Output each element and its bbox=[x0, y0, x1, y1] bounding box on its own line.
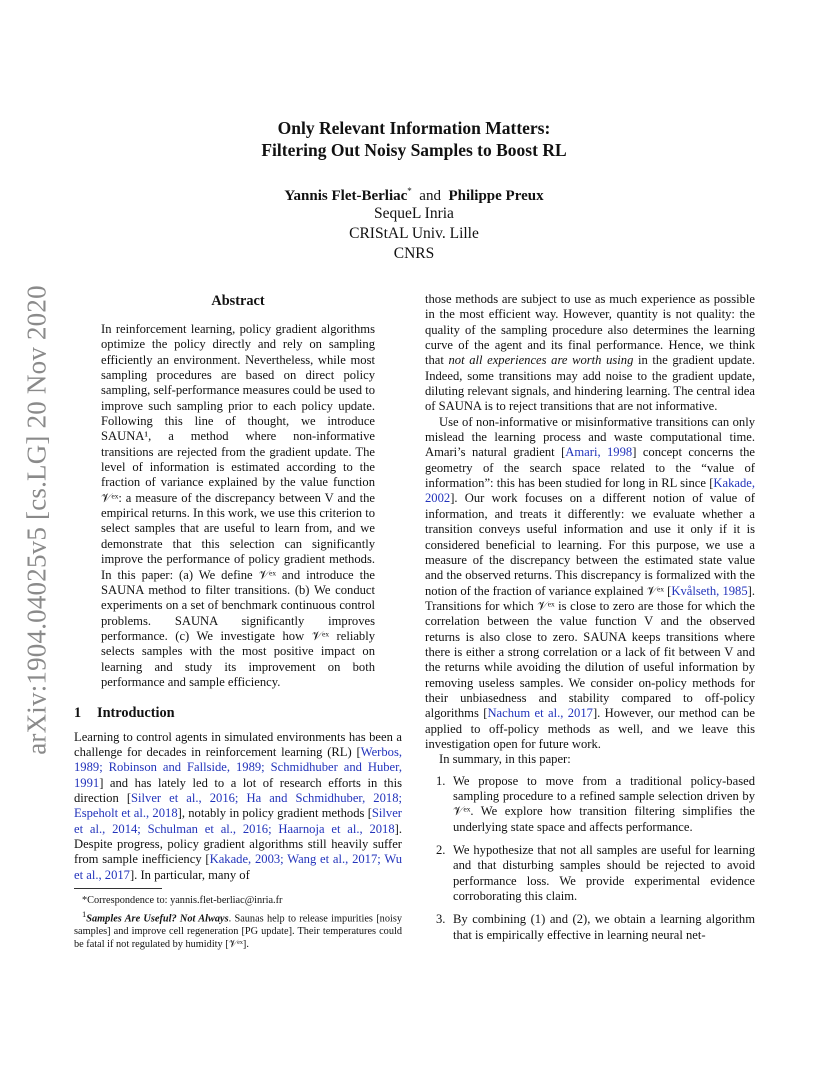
author-2: Philippe Preux bbox=[448, 188, 544, 204]
citation-link[interactable]: Kakade, 2003; Wang et al., 2017; Wu et al., 2017 bbox=[74, 852, 402, 882]
footnote-mark: 1 bbox=[82, 908, 87, 919]
title-line-1: Only Relevant Information Matters: bbox=[277, 118, 551, 138]
text-run: Learning to control agents in simulated environments has been a challenge for decades in reinforcement learning (RL) [ bbox=[74, 729, 402, 759]
citation-link[interactable]: Silver et al., 2016; Ha and Schmidhuber, 2018; Espeholt et al., 2018 bbox=[74, 790, 402, 821]
text-run: ]. Our work focuses on a different notion of value of information, and treats it differently: we evaluate whether a transition conveys useful information and use it only if it is considered beneficial to learning. For this purpose, we use a measure of the discrepancy between the estimated state value and the observed returns. This discrepancy is formalized with the notion of the fraction of variance explained 𝒱ᵉˣ [ bbox=[425, 491, 755, 598]
text-run: Use of non-informative or misinformative transitions can only mislead the learning process and waste computational time. Amari’s natural gradient [ bbox=[425, 414, 755, 460]
list-item bbox=[425, 774, 755, 835]
text-run: ]. In particular, many of bbox=[129, 867, 250, 882]
citation-link[interactable]: Amari, 1998 bbox=[565, 445, 633, 460]
right-column bbox=[425, 292, 755, 943]
contribution-list bbox=[425, 774, 755, 943]
authors-and: and bbox=[419, 188, 441, 204]
paper-title bbox=[150, 117, 678, 161]
text-run: ], notably in policy gradient methods [ bbox=[177, 806, 372, 821]
text-run: those methods are subject to use as much experience as possible in the most efficient way. However, quantity is not quality: the quality of the sampling procedure also determines the learning curve of the agent and its final performance. Hence, we think that bbox=[425, 292, 755, 368]
right-paragraph-2 bbox=[425, 415, 755, 753]
right-paragraph-3: In summary, in this paper: bbox=[439, 752, 571, 767]
author-1: Yannis Flet-Berliac bbox=[284, 188, 408, 204]
arxiv-id: arXiv:1904.04025v5 [cs.LG] 20 Nov 2020 bbox=[21, 285, 52, 755]
footnote-rule bbox=[74, 888, 162, 889]
text-run: ]. Despite progress, policy gradient algorithms still heavily suffer from sample inefficiency [ bbox=[74, 821, 402, 867]
list-item bbox=[425, 912, 755, 943]
list-text: We propose to move from a traditional policy-based sampling procedure to a refined sample selection driven by 𝒱ᵉˣ. We explore how transition filtering simplifies the underlying state space and affects performance. bbox=[453, 773, 755, 834]
text-run: in the gradient update. Indeed, some transitions may add noise to the gradient update, diluting relevant signals, and hindering learning. The central idea of SAUNA is to reject transitions that are not informative. bbox=[425, 353, 755, 414]
title-line-2: Filtering Out Noisy Samples to Boost RL bbox=[261, 140, 567, 160]
footnote-text: . Saunas help to release impurities [noisy samples] and improve cell regeneration [PG update]. Their temperatures could be fatal if not regulated by humidity [𝒱ᵉˣ]. bbox=[74, 913, 402, 950]
text-run: ] and has lately led to a lot of research efforts in this direction [ bbox=[74, 775, 402, 805]
citation-link[interactable]: Werbos, 1989; Robinson and Fallside, 1989; Schmidhuber and Huber, 1991 bbox=[74, 744, 402, 790]
right-paragraph-1 bbox=[425, 292, 755, 415]
author-1-mark: * bbox=[407, 186, 412, 196]
text-run: ]. Transitions for which 𝒱ᵉˣ is close to zero are those for which the correlation between the value function V and the observed returns is also close to zero. SAUNA keeps transitions where there is either a strong correlation or a lack of fit between V and the returns while avoiding the dilution of useful information by removing useless samples. We consider on-policy methods for their unbiasedness and stability compared to off-policy algorithms [ bbox=[425, 583, 755, 721]
footnotes bbox=[74, 888, 402, 952]
footnote-emphasis: Samples Are Useful? Not Always bbox=[86, 913, 229, 925]
affiliations bbox=[150, 204, 678, 264]
section-title: Introduction bbox=[97, 705, 175, 722]
affiliation-2: CRIStAL Univ. Lille bbox=[349, 225, 479, 242]
list-number: 3. bbox=[436, 912, 446, 927]
citation-link[interactable]: Nachum et al., 2017 bbox=[487, 706, 593, 721]
emphasis-text: not all experiences are worth using bbox=[448, 353, 634, 368]
abstract-heading: Abstract bbox=[211, 293, 265, 309]
list-number: 2. bbox=[436, 843, 446, 858]
footnote-sauna bbox=[74, 908, 402, 952]
citation-link[interactable]: Kakade, 2002 bbox=[425, 476, 755, 506]
affiliation-3: CNRS bbox=[393, 245, 435, 262]
citation-link[interactable]: Kvålseth, 1985 bbox=[671, 583, 748, 598]
intro-paragraph bbox=[74, 730, 402, 883]
left-column bbox=[74, 292, 402, 883]
authors bbox=[150, 181, 678, 206]
text-run: ]. However, our method can be applied to off-policy methods as well, and we leave this investigation open for future work. bbox=[425, 706, 755, 751]
list-number: 1. bbox=[436, 773, 446, 788]
text-run: ] concept concerns the geometry of the search space related to the “value of information”: this has been studied for long in RL since [ bbox=[425, 445, 755, 491]
list-text: We hypothesize that not all samples are useful for learning and that disturbing samples should be rejected to avoid performance loss. We provide experimental evidence corroborating this claim. bbox=[453, 843, 755, 904]
list-item bbox=[425, 843, 755, 904]
section-heading-introduction bbox=[74, 706, 402, 721]
abstract-text: In reinforcement learning, policy gradient algorithms optimize the policy directly and rely on sampling efficiently an environment. Nevertheless, while most sampling procedures are based on direct policy sampling, self-performance measures could be used to improve such sampling prior to each policy update. Following this line of thought, we introduce SAUNA¹, a method where non-informative transitions are rejected from the gradient update. The level of information is estimated according to the fraction of variance explained by the value function 𝒱ᵉˣ: a measure of the discrepancy between V and the empirical returns. In this work, we use this criterion to select samples that are useful to learn from, and we demonstrate that this selection can significantly improve the performance of policy gradient methods. In this paper: (a) We define 𝒱ᵉˣ and introduce the SAUNA method to filter transitions. (b) We conduct experiments on a set of benchmark continuous control problems. SAUNA significantly improves performance. (c) We investigate how 𝒱ᵉˣ reliably selects samples with the most positive impact on learning and study its improvement on both performance and sample efficiency. bbox=[101, 322, 375, 689]
arxiv-stamp bbox=[22, 280, 52, 760]
footnote-correspondence: *Correspondence to: yannis.flet-berliac@inria.fr bbox=[82, 895, 283, 906]
citation-link[interactable]: Silver et al., 2014; Schulman et al., 2016; Haarnoja et al., 2018 bbox=[74, 806, 402, 836]
list-text: By combining (1) and (2), we obtain a learning algorithm that is empirically effective in learning neural net- bbox=[453, 912, 755, 942]
section-number: 1 bbox=[74, 705, 82, 722]
affiliation-1: SequeL Inria bbox=[374, 205, 454, 222]
